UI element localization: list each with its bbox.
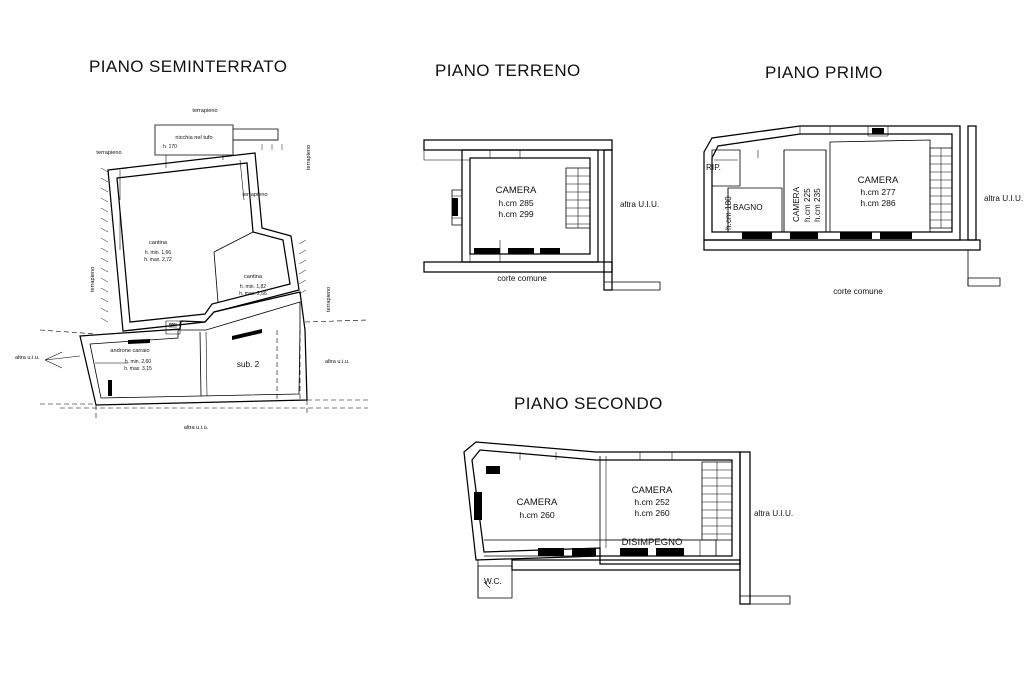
label-terreno-corte-comune: corte comune bbox=[497, 274, 547, 283]
room-height-secondo-camera-1: h.cm 260 bbox=[519, 510, 555, 520]
label-secondo-altra-uiu: altra U.I.U. bbox=[754, 509, 794, 518]
room-height-terreno-camera-1: h.cm 285 bbox=[498, 198, 534, 208]
label-altra-uiu-left: altra u.i.u. bbox=[15, 355, 40, 361]
label-pzz: pzz bbox=[169, 322, 175, 326]
room-height-nicchia: h. 170 bbox=[163, 144, 177, 150]
room-height-cantina-1-max: h. max. 2,72 bbox=[144, 257, 172, 263]
room-label-secondo-wc: W.C. bbox=[484, 577, 502, 586]
label-altra-uiu-bottom: altra u.i.u. bbox=[183, 425, 209, 431]
room-height-secondo-camera-2b: h.cm 260 bbox=[634, 508, 670, 518]
room-height-primo-camera-1a: h.cm 225 bbox=[803, 188, 812, 222]
room-label-cantina-2: cantina bbox=[243, 274, 263, 280]
room-label-primo-camera-2: CAMERA bbox=[857, 175, 899, 186]
room-label-androne: androne carraio bbox=[110, 348, 150, 354]
plan-title-seminterrato: PIANO SEMINTERRATO bbox=[89, 57, 288, 76]
room-label-secondo-camera-2: CAMERA bbox=[631, 485, 673, 496]
label-altra-uiu-right: altra u.i.u. bbox=[325, 359, 350, 365]
room-height-cantina-2-max: h. max. 2,66 bbox=[239, 291, 267, 297]
room-label-secondo-camera-1: CAMERA bbox=[516, 497, 558, 508]
room-height-primo-camera-2a: h.cm 277 bbox=[860, 187, 896, 197]
plan-title-primo: PIANO PRIMO bbox=[765, 63, 883, 82]
label-terreno-altra-uiu: altra U.I.U. bbox=[620, 200, 660, 209]
label-terrapieno-mid: terrapieno bbox=[242, 192, 268, 198]
label-primo-corte-comune: corte comune bbox=[833, 287, 883, 296]
room-label-primo-camera-1: CAMERA bbox=[792, 186, 801, 222]
plan-secondo-geometry bbox=[464, 442, 790, 604]
label-primo-altra-uiu: altra U.I.U. bbox=[984, 194, 1024, 203]
label-terrapieno-right-lower: terrapieno bbox=[326, 286, 332, 312]
room-height-cantina-1-min: h. min. 1,66 bbox=[144, 250, 172, 256]
room-label-terreno-camera: CAMERA bbox=[495, 185, 537, 196]
room-height-androne-min: h. min. 2,60 bbox=[124, 359, 152, 365]
plan-title-secondo: PIANO SECONDO bbox=[514, 394, 663, 413]
room-label-nicchia: nicchia nel tufo bbox=[175, 135, 213, 141]
room-height-secondo-camera-2a: h.cm 252 bbox=[634, 497, 670, 507]
label-terrapieno-right-upper: terrapieno bbox=[306, 144, 312, 170]
room-height-primo-bagno: h.cm 180 bbox=[724, 196, 733, 230]
room-height-androne-max: h. max. 3,15 bbox=[124, 366, 152, 372]
room-height-terreno-camera-2: h.cm 299 bbox=[498, 209, 534, 219]
label-terrapieno-top: terrapieno bbox=[192, 108, 218, 114]
room-label-cantina-1: cantina bbox=[148, 240, 168, 246]
label-terrapieno-left-lower: terrapieno bbox=[90, 266, 96, 292]
room-height-cantina-2-min: h. min. 1,82 bbox=[239, 284, 267, 290]
label-terrapieno-left-upper: terrapieno bbox=[96, 150, 122, 156]
room-height-primo-camera-1b: h.cm 235 bbox=[813, 188, 822, 222]
room-label-primo-rip: RIP. bbox=[706, 163, 721, 172]
room-label-sub2: sub. 2 bbox=[236, 360, 260, 369]
plan-terreno-geometry bbox=[424, 140, 660, 290]
room-label-secondo-disimpegno: DISIMPEGNO bbox=[621, 537, 683, 548]
room-label-primo-bagno: BAGNO bbox=[733, 203, 763, 212]
plan-title-terreno: PIANO TERRENO bbox=[435, 61, 581, 80]
room-height-primo-camera-2b: h.cm 286 bbox=[860, 198, 896, 208]
